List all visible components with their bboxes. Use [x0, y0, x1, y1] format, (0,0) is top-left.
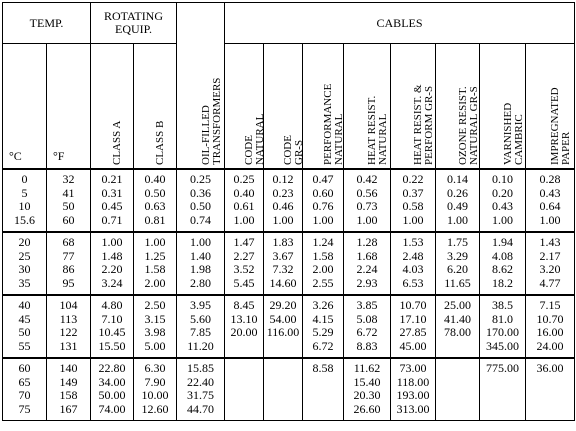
oil-filled-value: 1.98: [190, 262, 212, 276]
impregnated-paper-value: 2.17: [539, 248, 561, 263]
varnished-cambric-cell: [480, 232, 526, 295]
class-b-value: 6.30: [144, 361, 166, 375]
fahrenheit-value: 60: [62, 212, 75, 227]
celsius-value: 65: [18, 374, 31, 389]
code-natural-value: 0.61: [233, 199, 255, 213]
impregnated-paper-value: 1.43: [539, 235, 561, 249]
oil-filled-value: 0.74: [190, 212, 212, 227]
oil-filled-transformers-header: OIL-FILLED TRANSFORMERS: [177, 3, 225, 170]
varnished-cambric-value: 775.00: [486, 361, 520, 375]
heat-resist-perform-grs-value: 6.53: [402, 275, 424, 290]
ozone-resist-cell: [436, 169, 480, 232]
code-grs-cell: [264, 232, 303, 295]
code-grs-value: 7.32: [272, 262, 294, 276]
class-b-value: 0.63: [144, 199, 166, 213]
oil-filled-cell: [177, 232, 225, 295]
class-b-value: 3.98: [144, 325, 166, 339]
impregnated-paper-value: 0.43: [539, 185, 561, 200]
fahrenheit-value: 50: [62, 199, 75, 213]
ozone-resist-cell: [436, 232, 480, 295]
heat-resist-perform-grs-value: 0.22: [402, 172, 424, 186]
rotating-equip-group-header: ROTATING EQUIP.: [91, 3, 177, 44]
celsius-value: 75: [18, 401, 31, 416]
celsius-header: °C: [3, 44, 47, 170]
oil-filled-value: 22.40: [187, 374, 215, 389]
table-body: [3, 169, 575, 421]
ozone-resist-value: 0.26: [447, 185, 469, 200]
ozone-resist-value: 11.65: [444, 275, 471, 290]
class-a-value: 1.48: [101, 248, 123, 263]
performance-natural-cell: [303, 169, 344, 232]
code-grs-cell: [264, 295, 303, 358]
oil-filled-value: 2.80: [190, 275, 212, 290]
code-natural-value: 0.25: [233, 172, 255, 186]
code-natural-value: 1.00: [233, 212, 255, 227]
heat-resist-perform-grs-value: 313.00: [396, 401, 430, 416]
code-natural-header: CODE NATURAL: [225, 44, 264, 170]
class-b-value: 0.50: [144, 185, 166, 200]
class-b-value: 2.50: [144, 298, 166, 312]
varnished-cambric-value: 0.43: [492, 199, 514, 213]
class-b-value: 5.00: [144, 338, 166, 353]
table-row: [3, 295, 575, 358]
heat-resist-natural-value: 0.73: [356, 199, 378, 213]
fahrenheit-value: 32: [62, 172, 75, 186]
code-natural-cell: [225, 232, 264, 295]
performance-natural-header: PERFORMANCE NATURAL: [303, 44, 344, 170]
celsius-value: 20: [18, 235, 31, 249]
class-b-value: 1.58: [144, 262, 166, 276]
class-a-value: 34.00: [98, 374, 126, 389]
oil-filled-value: 44.70: [187, 401, 215, 416]
ozone-resist-value: 0.14: [447, 172, 469, 186]
class-a-value: 7.10: [101, 311, 123, 326]
heat-resist-natural-value: 1.68: [356, 248, 378, 263]
fahrenheit-value: 140: [59, 361, 78, 375]
code-natural-value: 2.27: [233, 248, 255, 263]
oil-filled-value: 0.50: [190, 199, 212, 213]
class-a-value: 2.20: [101, 262, 123, 276]
code-natural-value: 8.45: [233, 298, 255, 312]
code-natural-value: 20.00: [230, 325, 258, 339]
varnished-cambric-value: 38.5: [492, 298, 514, 312]
oil-filled-cell: [177, 169, 225, 232]
performance-natural-value: 8.58: [312, 361, 334, 375]
code-natural-value: 1.47: [233, 235, 255, 249]
class-b-value: 12.60: [141, 401, 169, 416]
class-a-value: 0.71: [101, 212, 123, 227]
class-a-value: 0.45: [101, 199, 123, 213]
oil-filled-cell: [177, 358, 225, 421]
class-a-value: 22.80: [98, 361, 126, 375]
heat-resist-natural-value: 26.60: [353, 401, 381, 416]
heat-resist-natural-value: 8.83: [356, 338, 378, 353]
performance-natural-cell: [303, 232, 344, 295]
oil-filled-value: 7.85: [190, 325, 212, 339]
impregnated-paper-value: 0.64: [539, 199, 561, 213]
code-natural-cell: [225, 358, 264, 421]
class-a-value: 0.31: [101, 185, 123, 200]
oil-filled-value: 31.75: [187, 388, 215, 402]
impregnated-paper-value: 7.15: [539, 298, 561, 312]
heat-resist-perform-grs-cell: [391, 169, 436, 232]
impregnated-paper-value: 16.00: [536, 325, 564, 339]
code-grs-value: 1.83: [272, 235, 294, 249]
temp-group-header: TEMP.: [3, 3, 91, 44]
performance-natural-value: 4.15: [312, 311, 334, 326]
fahrenheit-value: 68: [62, 235, 75, 249]
heat-resist-natural-value: 6.72: [356, 325, 378, 339]
heat-resist-natural-value: 0.42: [356, 172, 378, 186]
performance-natural-value: 1.58: [312, 248, 334, 263]
code-grs-value: 1.00: [272, 212, 294, 227]
celsius-cell: [3, 232, 47, 295]
varnished-cambric-cell: [480, 169, 526, 232]
impregnated-paper-cell: [526, 295, 575, 358]
heat-resist-natural-value: 1.28: [356, 235, 378, 249]
oil-filled-value: 11.20: [187, 338, 214, 353]
varnished-cambric-value: 1.00: [492, 212, 514, 227]
heat-resist-perform-grs-value: 10.70: [399, 298, 427, 312]
impregnated-paper-cell: [526, 232, 575, 295]
oil-filled-value: 5.60: [190, 311, 212, 326]
performance-natural-value: 0.76: [312, 199, 334, 213]
heat-resist-natural-value: 0.56: [356, 185, 378, 200]
celsius-cell: [3, 295, 47, 358]
code-grs-value: 0.12: [272, 172, 294, 186]
code-grs-value: 3.67: [272, 248, 294, 263]
celsius-value: 0: [21, 172, 28, 186]
fahrenheit-value: 149: [59, 374, 78, 389]
performance-natural-value: 6.72: [312, 338, 334, 353]
celsius-value: 35: [18, 275, 31, 290]
class-a-value: 1.00: [101, 235, 123, 249]
celsius-value: 30: [18, 262, 31, 276]
celsius-value: 55: [18, 338, 31, 353]
heat-resist-perform-grs-cell: [391, 232, 436, 295]
varnished-cambric-value: 1.94: [492, 235, 514, 249]
heat-resist-perform-grs-value: 17.10: [399, 311, 427, 326]
class-a-value: 15.50: [98, 338, 126, 353]
celsius-value: 25: [18, 248, 31, 263]
varnished-cambric-value: 345.00: [486, 338, 520, 353]
oil-filled-value: 1.40: [190, 248, 212, 263]
oil-filled-value: 3.95: [190, 298, 212, 312]
varnished-cambric-value: 0.20: [492, 185, 514, 200]
heat-resist-perform-grs-value: 118.00: [396, 374, 430, 389]
celsius-value: 5: [21, 185, 28, 200]
oil-filled-value: 0.25: [190, 172, 212, 186]
oil-filled-value: 1.00: [190, 235, 212, 249]
heat-resist-natural-value: 5.08: [356, 311, 378, 326]
temperature-correction-table-container: [2, 2, 574, 429]
heat-resist-perform-grs-value: 73.00: [399, 361, 427, 375]
heat-resist-natural-value: 3.85: [356, 298, 378, 312]
fahrenheit-value: 131: [59, 338, 78, 353]
heat-resist-perform-grs-value: 193.00: [396, 388, 430, 402]
ozone-resist-value: 1.75: [447, 235, 469, 249]
impregnated-paper-value: 3.20: [539, 262, 561, 276]
class-a-value: 50.00: [98, 388, 126, 402]
heat-resist-perform-grs-value: 27.85: [399, 325, 427, 339]
code-natural-value: 0.40: [233, 185, 255, 200]
heat-resist-natural-value: 20.30: [353, 388, 381, 402]
performance-natural-value: 1.24: [312, 235, 334, 249]
celsius-value: 45: [18, 311, 31, 326]
heat-resist-natural-cell: [344, 232, 391, 295]
class-b-value: 2.00: [144, 275, 166, 290]
class-b-cell: [134, 295, 177, 358]
code-natural-value: 5.45: [233, 275, 255, 290]
class-a-header: CLASS A: [91, 44, 134, 170]
class-b-value: 1.25: [144, 248, 166, 263]
heat-resist-perform-grs-value: 2.48: [402, 248, 424, 263]
celsius-value: 50: [18, 325, 31, 339]
oil-filled-value: 0.36: [190, 185, 212, 200]
heat-resist-perform-grs-value: 1.00: [402, 212, 424, 227]
class-a-value: 4.80: [101, 298, 123, 312]
fahrenheit-value: 77: [62, 248, 75, 263]
class-a-cell: [91, 169, 134, 232]
heat-resist-perform-grs-value: 0.58: [402, 199, 424, 213]
class-b-cell: [134, 358, 177, 421]
class-b-value: 1.00: [144, 235, 166, 249]
code-natural-value: 3.52: [233, 262, 255, 276]
heat-resist-perform-grs-header: HEAT RESIST. & PERFORM GR-S: [391, 44, 436, 170]
temperature-correction-table: [2, 2, 575, 421]
fahrenheit-value: 41: [62, 185, 75, 200]
fahrenheit-value: 158: [59, 388, 78, 402]
fahrenheit-cell: [47, 232, 91, 295]
ozone-resist-value: 0.49: [447, 199, 469, 213]
ozone-resist-value: 78.00: [444, 325, 472, 339]
varnished-cambric-cell: [480, 358, 526, 421]
performance-natural-cell: [303, 358, 344, 421]
heat-resist-perform-grs-cell: [391, 358, 436, 421]
fahrenheit-value: 104: [59, 298, 78, 312]
heat-resist-perform-grs-cell: [391, 295, 436, 358]
impregnated-paper-value: 0.28: [539, 172, 561, 186]
celsius-cell: [3, 169, 47, 232]
fahrenheit-value: 113: [59, 311, 78, 326]
performance-natural-value: 5.29: [312, 325, 334, 339]
class-b-cell: [134, 169, 177, 232]
celsius-value: 60: [18, 361, 31, 375]
cables-group-header: CABLES: [225, 3, 575, 44]
code-grs-value: 0.46: [272, 199, 294, 213]
heat-resist-natural-value: 2.93: [356, 275, 378, 290]
impregnated-paper-cell: [526, 169, 575, 232]
varnished-cambric-value: 170.00: [486, 325, 520, 339]
heat-resist-natural-value: 1.00: [356, 212, 378, 227]
code-grs-cell: [264, 358, 303, 421]
celsius-value: 15.6: [14, 212, 35, 227]
class-b-cell: [134, 232, 177, 295]
oil-filled-value: 15.85: [187, 361, 215, 375]
ozone-resist-natural-grs-header: OZONE RESIST. NATURAL GR-S: [436, 44, 480, 170]
varnished-cambric-value: 0.10: [492, 172, 514, 186]
varnished-cambric-value: 4.08: [492, 248, 514, 263]
code-natural-cell: [225, 295, 264, 358]
heat-resist-natural-cell: [344, 295, 391, 358]
heat-resist-perform-grs-value: 0.37: [402, 185, 424, 200]
oil-filled-cell: [177, 295, 225, 358]
class-b-value: 0.81: [144, 212, 166, 227]
class-a-cell: [91, 295, 134, 358]
varnished-cambric-header: VARNISHED CAMBRIC: [480, 44, 526, 170]
ozone-resist-value: 1.00: [447, 212, 469, 227]
class-a-value: 0.21: [101, 172, 123, 186]
fahrenheit-value: 167: [59, 401, 78, 416]
celsius-value: 40: [18, 298, 31, 312]
performance-natural-value: 2.00: [312, 262, 334, 276]
impregnated-paper-header: IMPREGNATED PAPER: [526, 44, 575, 170]
class-b-value: 3.15: [144, 311, 166, 326]
code-grs-value: 14.60: [269, 275, 297, 290]
fahrenheit-cell: [47, 358, 91, 421]
ozone-resist-cell: [436, 358, 480, 421]
code-natural-cell: [225, 169, 264, 232]
fahrenheit-value: 86: [62, 262, 75, 276]
heat-resist-natural-header: HEAT RESIST. NATURAL: [344, 44, 391, 170]
class-b-value: 0.40: [144, 172, 166, 186]
code-grs-value: 116.00: [266, 325, 300, 339]
class-b-value: 7.90: [144, 374, 166, 389]
ozone-resist-value: 3.29: [447, 248, 469, 263]
class-a-value: 10.45: [98, 325, 126, 339]
table-row: [3, 169, 575, 232]
class-a-cell: [91, 358, 134, 421]
performance-natural-value: 2.55: [312, 275, 334, 290]
ozone-resist-cell: [436, 295, 480, 358]
celsius-value: 10: [18, 199, 31, 213]
fahrenheit-cell: [47, 295, 91, 358]
class-a-value: 3.24: [101, 275, 123, 290]
code-natural-value: 13.10: [230, 311, 258, 326]
varnished-cambric-value: 81.0: [492, 311, 514, 326]
performance-natural-value: 0.60: [312, 185, 334, 200]
fahrenheit-cell: [47, 169, 91, 232]
class-b-header: CLASS B: [134, 44, 177, 170]
performance-natural-value: 1.00: [312, 212, 334, 227]
impregnated-paper-value: 1.00: [539, 212, 561, 227]
code-grs-value: 54.00: [269, 311, 297, 326]
heat-resist-natural-value: 2.24: [356, 262, 378, 276]
impregnated-paper-value: 36.00: [536, 361, 564, 375]
ozone-resist-value: 25.00: [444, 298, 472, 312]
performance-natural-value: 0.47: [312, 172, 334, 186]
fahrenheit-value: 95: [62, 275, 75, 290]
heat-resist-perform-grs-value: 4.03: [402, 262, 424, 276]
class-a-cell: [91, 232, 134, 295]
impregnated-paper-value: 4.77: [539, 275, 561, 290]
code-grs-value: 0.23: [272, 185, 294, 200]
varnished-cambric-cell: [480, 295, 526, 358]
fahrenheit-header: °F: [47, 44, 91, 170]
fahrenheit-value: 122: [59, 325, 78, 339]
heat-resist-natural-value: 11.62: [353, 361, 381, 375]
ozone-resist-value: 41.40: [444, 311, 472, 326]
heat-resist-natural-value: 15.40: [353, 374, 381, 389]
ozone-resist-value: 6.20: [447, 262, 469, 276]
heat-resist-natural-cell: [344, 358, 391, 421]
table-row: [3, 358, 575, 421]
impregnated-paper-value: 24.00: [536, 338, 564, 353]
code-grs-value: 29.20: [269, 298, 297, 312]
celsius-value: 70: [18, 388, 31, 402]
performance-natural-cell: [303, 295, 344, 358]
varnished-cambric-value: 18.2: [492, 275, 514, 290]
varnished-cambric-value: 8.62: [492, 262, 514, 276]
code-grs-cell: [264, 169, 303, 232]
celsius-cell: [3, 358, 47, 421]
table-row: [3, 232, 575, 295]
impregnated-paper-value: 10.70: [536, 311, 564, 326]
performance-natural-value: 3.26: [312, 298, 334, 312]
impregnated-paper-cell: [526, 358, 575, 421]
heat-resist-perform-grs-value: 45.00: [399, 338, 427, 353]
code-grs-header: CODE GR-S: [264, 44, 303, 170]
class-a-value: 74.00: [98, 401, 126, 416]
class-b-value: 10.00: [141, 388, 169, 402]
heat-resist-natural-cell: [344, 169, 391, 232]
heat-resist-perform-grs-value: 1.53: [402, 235, 424, 249]
